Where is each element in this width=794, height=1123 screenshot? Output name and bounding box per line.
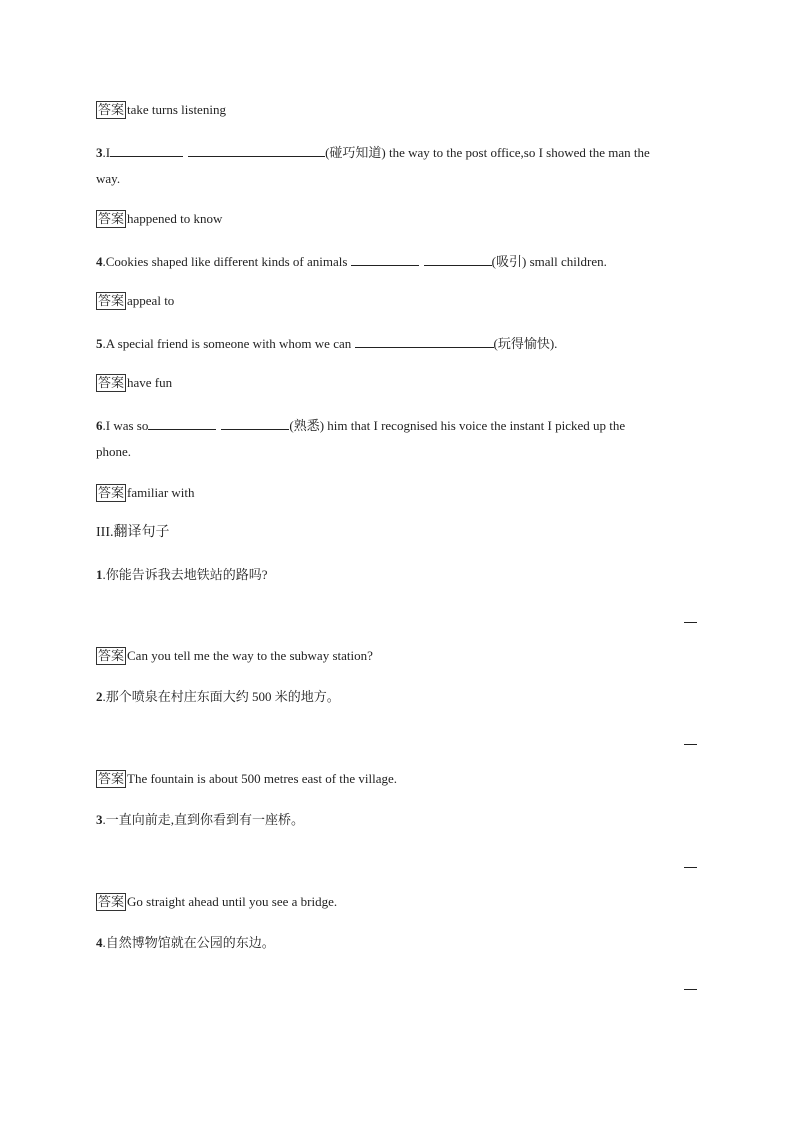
answer-blank[interactable] — [355, 334, 494, 348]
answer-blank[interactable] — [148, 416, 216, 430]
question-text: 那个喷泉在村庄东面大约 500 米的地方。 — [105, 689, 340, 704]
answer-t3 — [96, 893, 698, 911]
answer-blank[interactable] — [424, 252, 492, 266]
answer-tag: 答案 — [98, 485, 125, 500]
question-text: him that I recognised his voice the instant I picked up the — [324, 418, 626, 433]
question-6-continued — [96, 443, 698, 461]
answer-text: Go straight ahead until you see a bridge. — [127, 894, 338, 909]
answer-text: familiar with — [127, 485, 195, 500]
question-number: 4 — [96, 935, 103, 950]
answer-q2 — [96, 101, 698, 119]
question-separator: . — [102, 689, 106, 704]
answer-q4 — [96, 292, 698, 310]
translation-1 — [96, 566, 698, 584]
question-text: . — [554, 336, 558, 351]
answer-text: Can you tell me the way to the subway station? — [127, 648, 373, 663]
answer-q3 — [96, 210, 698, 228]
question-text: Cookies shaped like different kinds of animals — [105, 254, 351, 269]
question-number: 6 — [96, 418, 103, 433]
answer-blank[interactable] — [110, 143, 183, 157]
question-4 — [96, 252, 698, 271]
answer-text: have fun — [127, 375, 173, 390]
question-text: 一直向前走,直到你看到有一座桥。 — [105, 812, 305, 827]
question-separator: . — [102, 935, 106, 950]
question-hint: (吸引) — [491, 254, 527, 269]
answer-blank[interactable] — [221, 416, 289, 430]
answer-tag: 答案 — [98, 102, 125, 117]
answer-line[interactable] — [684, 989, 697, 990]
question-text: A special friend is someone with whom we can — [105, 336, 355, 351]
answer-t2 — [96, 770, 698, 788]
answer-blank[interactable] — [188, 143, 325, 157]
question-text: I was so — [105, 418, 149, 433]
answer-t1 — [96, 647, 698, 665]
answer-text: The fountain is about 500 metres east of the village. — [127, 771, 398, 786]
answer-blank[interactable] — [351, 252, 419, 266]
question-separator: . — [102, 254, 106, 269]
question-number: 3 — [96, 812, 103, 827]
section-title: III.翻译句子 — [96, 525, 170, 540]
question-3 — [96, 143, 698, 162]
answer-q5 — [96, 374, 698, 392]
question-hint: (熟悉) — [289, 418, 325, 433]
question-separator: . — [102, 418, 106, 433]
answer-text: happened to know — [127, 211, 223, 226]
question-separator: . — [102, 567, 106, 582]
question-text: I — [105, 145, 111, 160]
answer-q6 — [96, 484, 698, 502]
question-text: the way to the post office,so I showed the man the — [385, 145, 650, 160]
answer-tag: 答案 — [98, 375, 125, 390]
answer-line[interactable] — [684, 867, 697, 868]
question-separator: . — [102, 145, 106, 160]
question-text: 自然博物馆就在公园的东边。 — [105, 935, 275, 950]
question-separator: . — [102, 812, 106, 827]
translation-4 — [96, 934, 698, 952]
question-number: 2 — [96, 689, 103, 704]
answer-text: take turns listening — [127, 102, 226, 117]
question-number: 3 — [96, 145, 103, 160]
question-number: 1 — [96, 567, 103, 582]
question-number: 4 — [96, 254, 103, 269]
question-text: phone. — [96, 444, 132, 459]
translation-3 — [96, 811, 698, 829]
answer-tag: 答案 — [98, 894, 125, 909]
question-3-continued — [96, 170, 698, 188]
answer-text: appeal to — [127, 293, 175, 308]
question-hint: (碰巧知道) — [325, 145, 386, 160]
question-number: 5 — [96, 336, 103, 351]
question-hint: (玩得愉快) — [493, 336, 555, 351]
answer-line[interactable] — [684, 622, 697, 623]
question-separator: . — [102, 336, 106, 351]
answer-tag: 答案 — [98, 771, 125, 786]
answer-tag: 答案 — [98, 211, 125, 226]
answer-tag: 答案 — [98, 293, 125, 308]
question-text: small children. — [526, 254, 607, 269]
question-text: way. — [96, 171, 121, 186]
answer-line[interactable] — [684, 744, 697, 745]
translation-2 — [96, 688, 698, 706]
answer-tag: 答案 — [98, 648, 125, 663]
question-6 — [96, 416, 698, 435]
question-text: 你能告诉我去地铁站的路吗? — [105, 567, 268, 582]
question-5 — [96, 334, 698, 353]
